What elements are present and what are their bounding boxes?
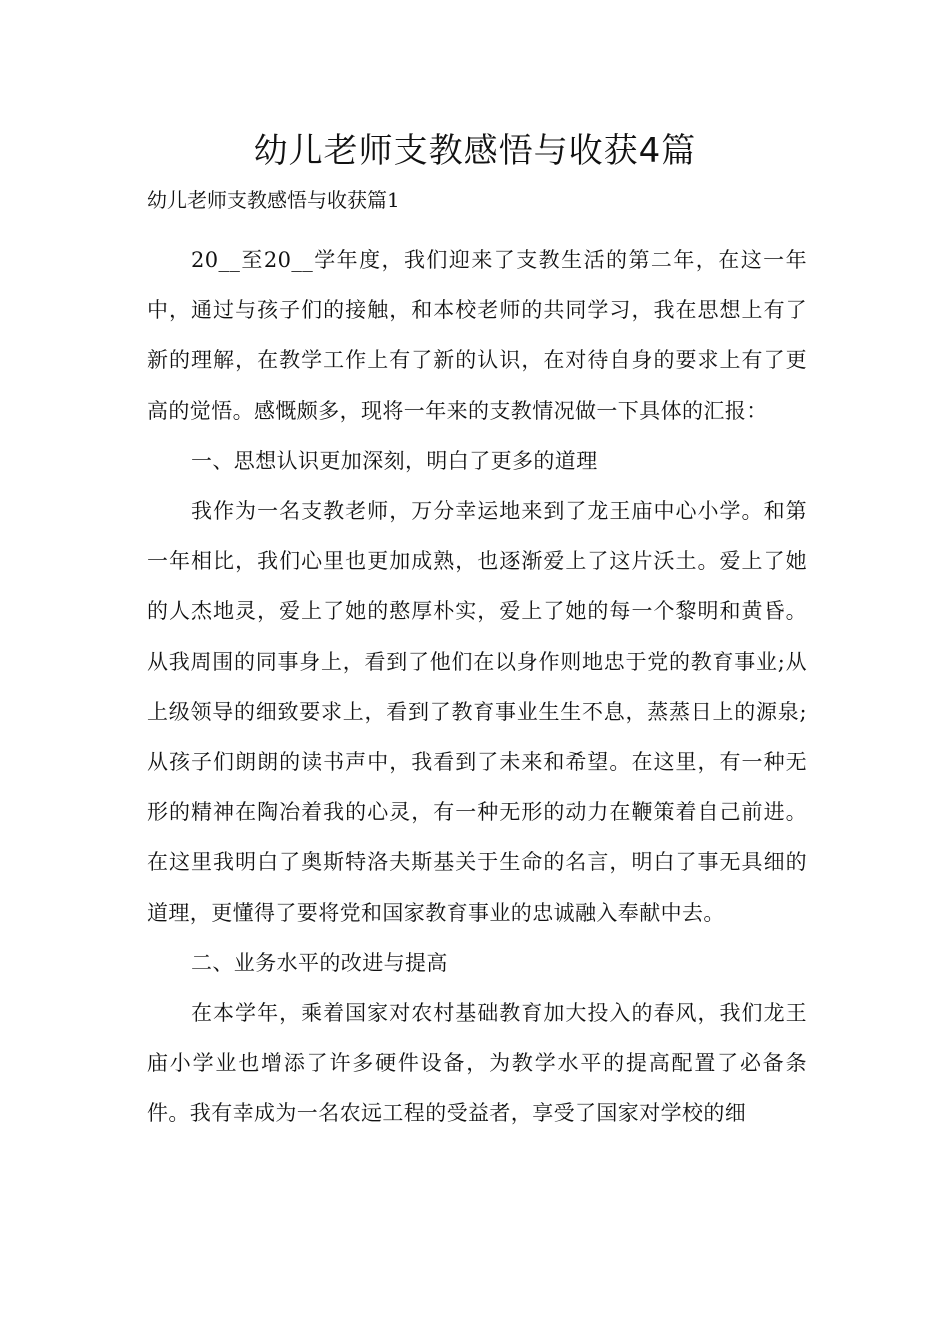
body-paragraph-2: 在本学年，乘着国家对农村基础教育加大投入的春风，我们龙王庙小学业也增添了许多硬件设备，为教学水平的提高配置了必备条件。我有幸成为一名农远工程的受益者，享受了国家对学校的细	[147, 1001, 807, 1126]
intro-paragraph: 20__至20__学年度，我们迎来了支教生活的第二年，在这一年中，通过与孩子们的接触，和本校老师的共同学习，我在思想上有了新的理解，在教学工作上有了新的认识，在对待自身的要求上有了更高的觉悟。感慨颇多，现将一年来的支教情况做一下具体的汇报：	[147, 248, 807, 423]
section-heading-1: 一、思想认识更加深刻，明白了更多的道理	[191, 448, 598, 473]
document-title: 幼儿老师支教感悟与收获4篇	[253, 131, 697, 171]
section-heading-2: 二、业务水平的改进与提高	[191, 950, 448, 975]
body-paragraph-1: 我作为一名支教老师，万分幸运地来到了龙王庙中心小学。和第一年相比，我们心里也更加成熟，也逐渐爱上了这片沃土。爱上了她的人杰地灵，爱上了她的憨厚朴实，爱上了她的每一个黎明和黄昏。从我周围的同事身上，看到了他们在以身作则地忠于党的教育事业;从上级领导的细致要求上，看到了教育事业生生不息，蒸蒸日上的源泉;从孩子们朗朗的读书声中，我看到了未来和希望。在这里，有一种无形的精神在陶冶着我的心灵，有一种无形的动力在鞭策着自己前进。在这里我明白了奥斯特洛夫斯基关于生命的名言，明白了事无具细的道理，更懂得了要将党和国家教育事业的忠诚融入奉献中去。	[147, 499, 807, 925]
section-subtitle: 幼儿老师支教感悟与收获篇1	[147, 188, 400, 212]
document-body	[147, 235, 807, 1139]
